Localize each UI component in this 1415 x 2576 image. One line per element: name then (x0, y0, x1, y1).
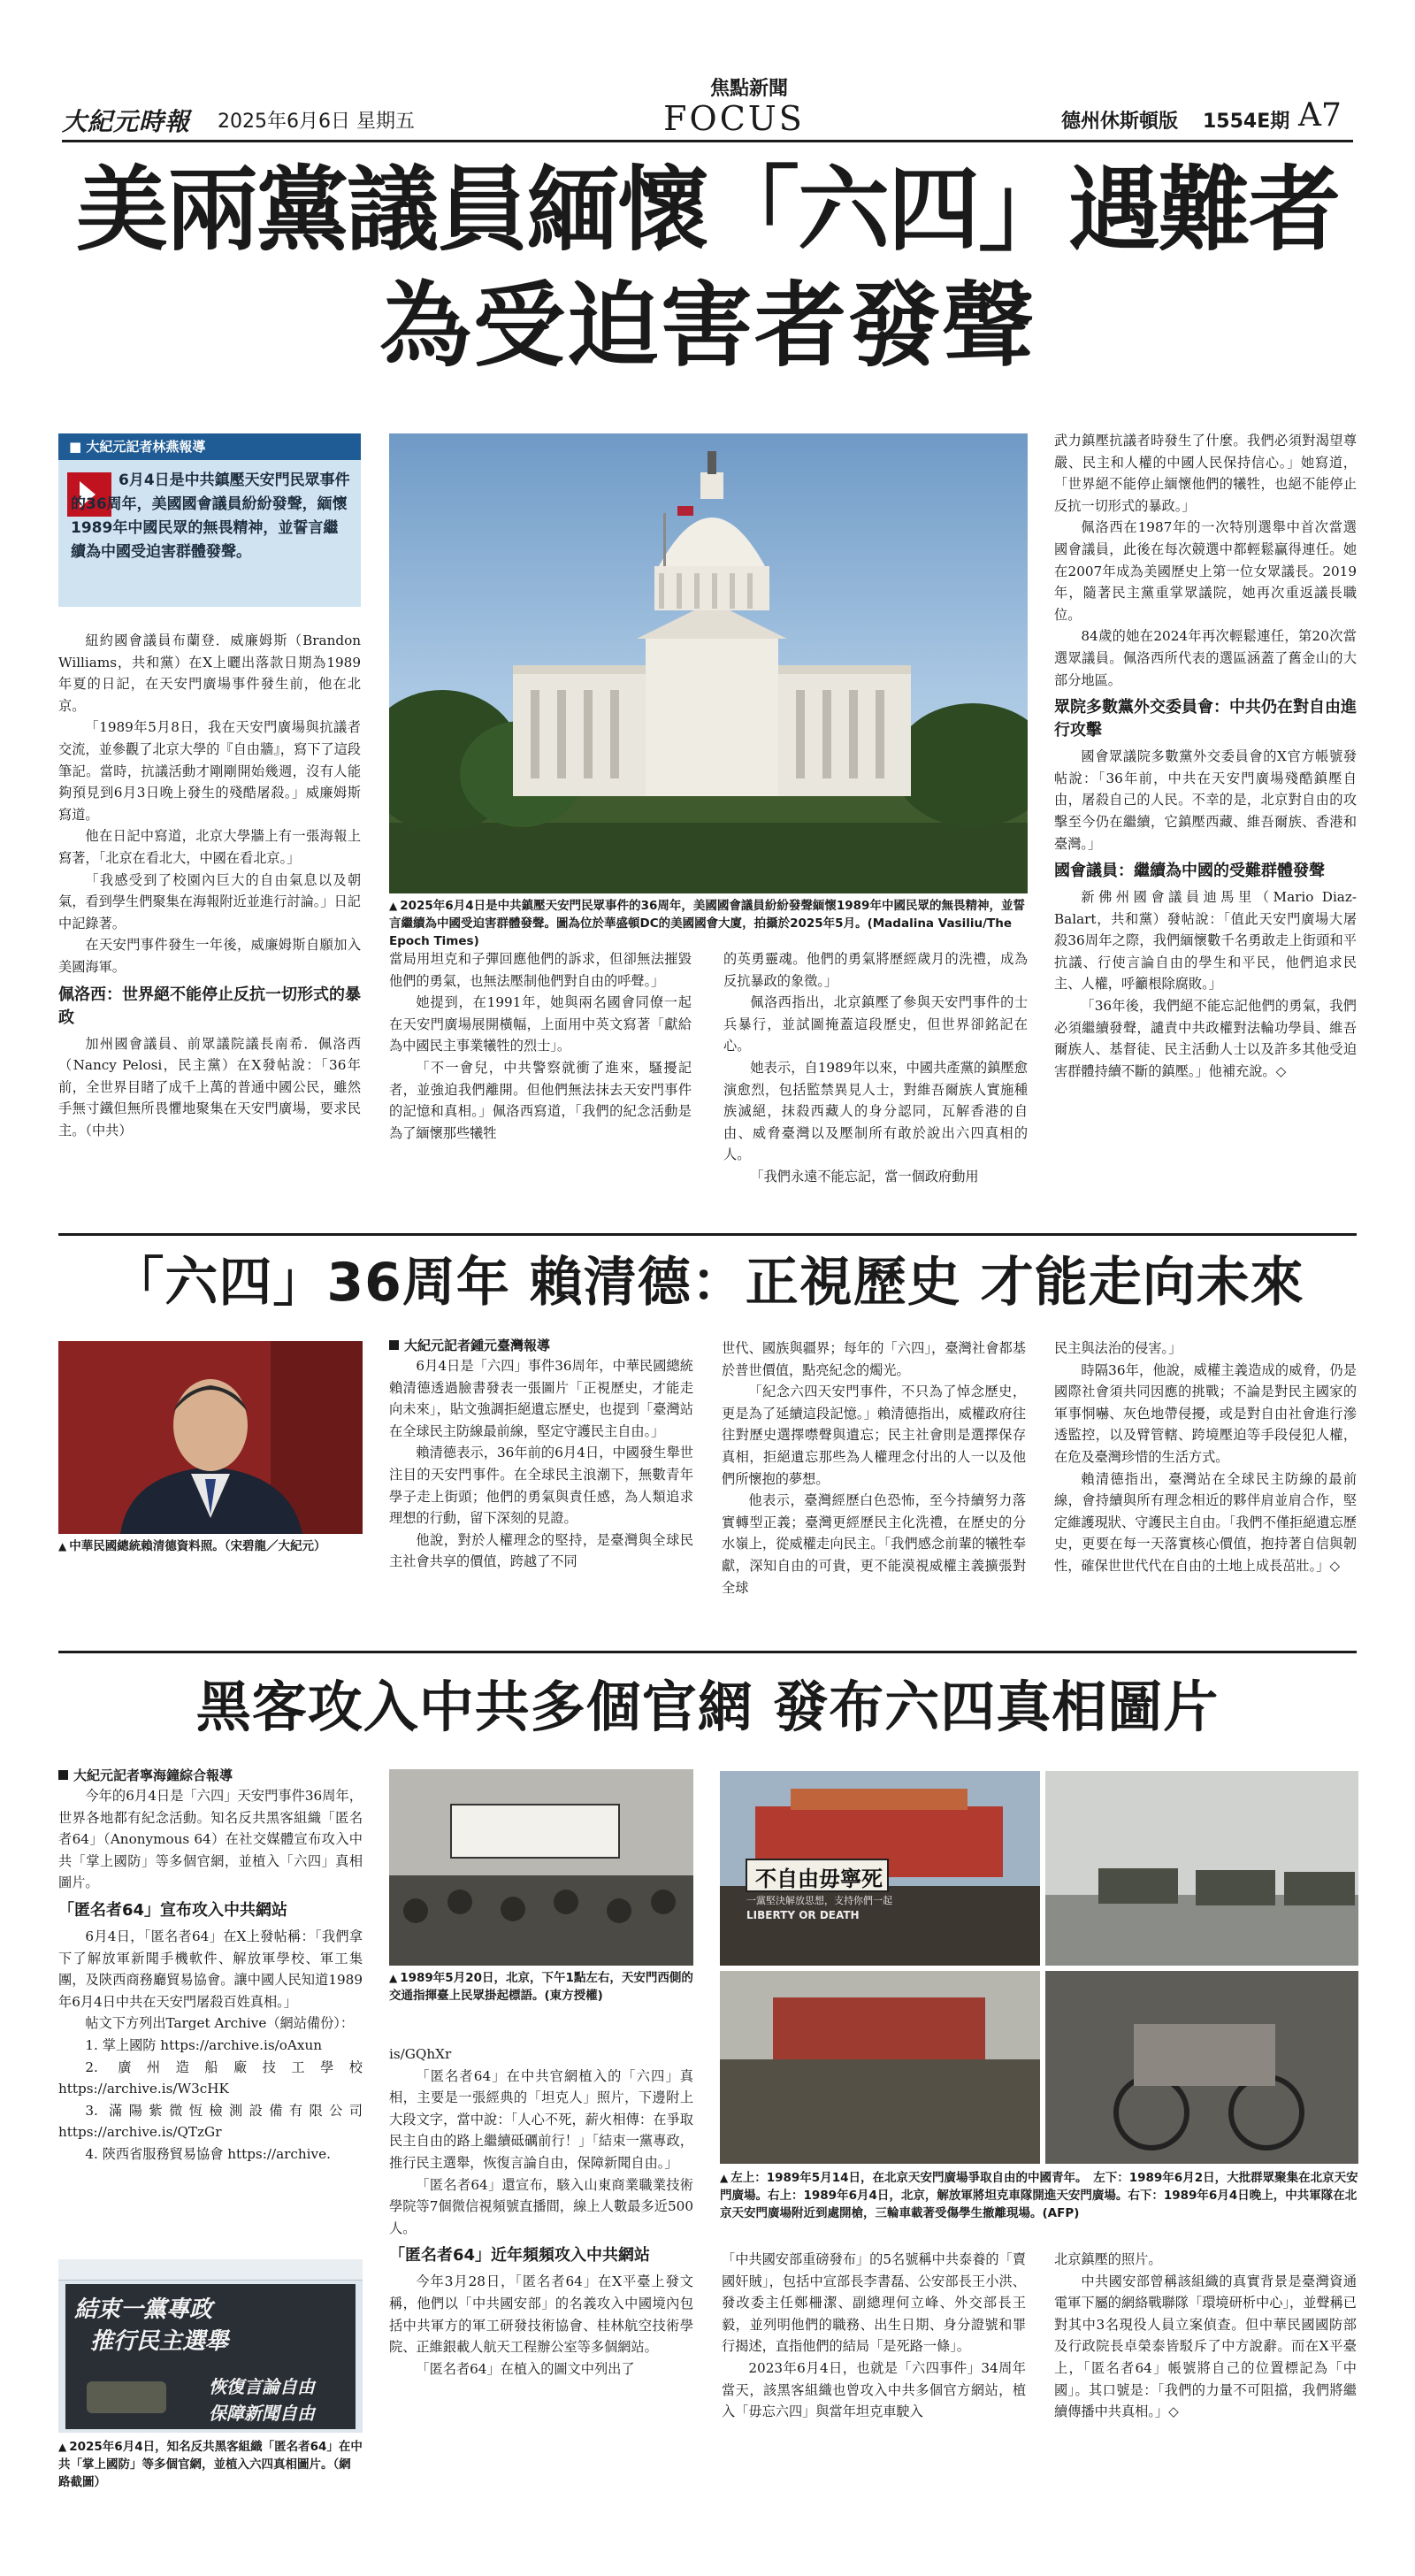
capitol-photo-caption (389, 897, 1028, 950)
screenshot-slogan-4: 保障新聞自由 (209, 2403, 315, 2424)
article3-headline: 黑客攻入中共多個官網 發布六四真相圖片 (195, 1675, 1220, 1739)
article3-col1 (58, 1766, 363, 2166)
caption-triangle-icon: ▲ (389, 900, 398, 912)
article1-headline (53, 152, 1362, 384)
paragraph: 「1989年5月8日，我在天安門廣場與抗議者交流，並參觀了北京大學的『自由牆』，寫下了這段筆記。當時，抗議活動才剛剛開始幾週，沒有人能夠預見到6月3日晚上發生的殘酷屠殺。」威廉姆斯寫道。 (58, 719, 361, 823)
article3-col3 (722, 2249, 1026, 2423)
lai-photo (58, 1341, 363, 1534)
paragraph: 84歲的她在2024年再次輕鬆連任，第20次當選眾議員。佩洛西所代表的選區涵蓋了舊金山的大部分地區。 (1054, 628, 1357, 688)
article2-byline: 大紀元記者鍾元臺灣報導 (389, 1336, 693, 1355)
caption-text: 2025年6月4日是中共鎮壓天安門民眾事件的36周年，美國國會議員紛紛發聲緬懷1989年中國民眾的無畏精神，並誓言繼續為中國受迫害群體發聲。圖為位於華盛頓DC的美國國會大廈，拍攝於2025年5月。(Madalina Vasiliu/The Epoch Times) (389, 899, 1025, 948)
paragraph: 「匿名者64」在植入的圖文中列出了 (416, 2360, 635, 2377)
paragraph: 今年3月28日，「匿名者64」在X平臺上發文稱，他們以「中共國安部」的名義攻入中國境內包括中共軍方的軍工研發技術協會、桂林航空技術學院、正維銀載人航天工程辦公室等多個網站。 (389, 2273, 693, 2356)
paragraph: 國會眾議院多數黨外交委員會的X官方帳號發帖說：「36年前，中共在天安門廣場殘酷鎮壓自由，屠殺自己的人民。不幸的是，北京對自由的攻擊至今仍在繼續，它鎮壓西藏、維吾爾族、香港和臺灣。」 (1054, 748, 1357, 852)
paragraph: 北京鎮壓的照片。 (1054, 2251, 1162, 2267)
screenshot-image (65, 2284, 356, 2429)
archive-link-2: 2. 廣州造船廠技工學校 https://archive.is/W3cHK (58, 2058, 363, 2097)
paragraph: 中共國安部曾稱該組織的真實背景是臺灣資通電軍下屬的網絡戰聯隊「環境研析中心」，並聲稱已對其中3名現役人員立案偵查。但中華民國國防部及行政院長卓榮泰皆駁斥了中方說辭。而在X平臺上，「匿名者64」帳號將自己的位置標記為「中國」。其口號是：「我們的力量不可阻擋，我們將繼續傳播中共真相。」◇ (1054, 2273, 1357, 2420)
caption-text: 1989年5月20日，北京，下午1點左右，天安門西側的交通指揮臺上民眾掛起標語。(東方授權) (389, 1971, 693, 2003)
photo-grid-caption (720, 2169, 1358, 2222)
paragraph: 加州國會議員、前眾議院議長南希．佩洛西（Nancy Pelosi，民主黨）在X發帖說：「36年前，全世界目睹了成千上萬的普通中國公民，雖然手無寸鐵但無所畏懼地聚集在天安門廣場，要求民主。（中共） (58, 1035, 361, 1138)
article2-col3 (1054, 1338, 1357, 1577)
grid-photo-bottom-right (1045, 1971, 1358, 2164)
paragraph: 賴清德表示，36年前的6月4日，中國發生舉世注目的天安門事件。在全球民主浪潮下，無數青年學子走上街頭；他們的勇氣與責任感，為人類追求理想的行動，留下深刻的見證。 (389, 1445, 693, 1527)
paragraph: 「紀念六四天安門事件，不只為了悼念歷史，更是為了延續這段記憶。」賴清德指出，威權政府往往對歷史選擇噤聲與遺忘；民主社會則是選擇保存真相，拒絕遺忘那些為人權理念付出的人一以及他們所懷抱的夢想。 (722, 1384, 1026, 1487)
byline-bar (58, 433, 361, 460)
article1-col2 (389, 948, 692, 1144)
caption-text: 中華民國總統賴清德資料照。（宋碧龍／大紀元） (69, 1539, 326, 1553)
article1-col4 (1054, 430, 1357, 1082)
paragraph: 武力鎮壓抗議者時發生了什麼。我們必須對渴望尊嚴、民主和人權的中國人民保持信心。」她寫道，「世界絕不能停止緬懷他們的犧牲，也絕不能停止反抗一切形式的暴政。」 (1054, 433, 1357, 514)
paragraph: 佩洛西在1987年的一次特別選舉中首次當選國會議員，此後在每次競選中都輕鬆贏得連任。她在2007年成為美國歷史上第一位女眾議長。2019年，隨著民主黨重掌眾議院，她再次重返議長職位。 (1054, 519, 1357, 623)
article3-col2 (389, 2043, 693, 2380)
paragraph: 在天安門事件發生一年後，威廉姆斯自願加入美國海軍。 (58, 937, 361, 975)
banner-slogan: 不自由毋寧死 (755, 1867, 883, 1891)
screenshot-slogan-3: 恢復言論自由 (209, 2376, 315, 2397)
grid-photo-top-left (720, 1771, 1040, 1966)
paragraph: 賴清德指出，臺灣站在全球民主防線的最前線，會持續與所有理念相近的夥伴肩並肩合作，堅定維護現狀、守護民主自由。「我們不僅拒絕遺忘歷史，更要在每一天落實核心價值，抱持著自信與韌性，確保世世代代在自由的土地上成長茁壯。」◇ (1054, 1470, 1357, 1574)
article3-byline: 大紀元記者寧海鐘綜合報導 (58, 1766, 363, 1785)
paragraph: 今年的6月4日是「六四」天安門事件36周年，世界各地都有紀念活動。知名反共黑客組織「匿名者64」（Anonymous 64）在社交媒體宣布攻入中共「掌上國防」等多個官網，並植入「六四」真相圖片。 (58, 1788, 363, 1891)
paragraph: 「我感受到了校園內巨大的自由氣息以及朝氣，看到學生們聚集在海報附近並進行討論。」日記中記錄著。 (58, 871, 361, 932)
paragraph: 2023年6月4日，也就是「六四事件」34周年當天，該黑客組織也曾攻入中共多個官方網站，植入「毋忘六四」與當年坦克車駛入 (722, 2359, 1026, 2420)
caption-triangle-icon: ▲ (720, 2172, 729, 2184)
subheading: 「匿名者64」近年頻頻攻入中共網站 (389, 2246, 651, 2266)
subheading: 國會議員：繼續為中國的受難群體發聲 (1054, 862, 1325, 881)
paragraph: 新佛州國會議員迪馬里（Mario Diaz-Balart，共和黨）發帖說：「值此天安門廣場大屠殺36周年之際，我們緬懷數千名勇敢走上街頭和平抗議、行使言論自由的學生和平民，他們追求民主、人權，呼籲根除腐敗。」 (1054, 889, 1357, 993)
caption-triangle-icon: ▲ (58, 1540, 67, 1552)
archive-link-3: 3. 滿陽紫微恆檢測設備有限公司 https://archive.is/QTzGr (58, 2102, 363, 2141)
paragraph: 他在日記中寫道，北京大學牆上有一張海報上寫著，「北京在看北大，中國在看北京。」 (58, 828, 361, 866)
banner-photo-caption (389, 1969, 693, 2005)
headline-line1: 美兩黨議員緬懷「六四」遇難者 (75, 155, 1339, 264)
capitol-photo (389, 433, 1028, 893)
paragraph: 帖文下方列出Target Archive（網站備份）： (85, 2015, 355, 2032)
paragraph: 他說，對於人權理念的堅持，是臺灣與全球民主社會共享的價值，跨越了不同 (389, 1531, 693, 1570)
site-header-bar (58, 2259, 363, 2281)
issue-number: 1554E期 (1203, 111, 1290, 133)
paragraph: 他表示，臺灣經歷白色恐怖，至今持續努力落實轉型正義；臺灣更經歷民主化洗禮，在歷史的分水嶺上，從威權走向民主。「我們感念前輩的犧牲奉獻，深知自由的可貴，更不能漠視威權主義擴張對全球 (722, 1492, 1026, 1596)
header-rule (62, 140, 1353, 142)
paragraph: 她提到，在1991年，她與兩名國會同僚一起在天安門廣場展開橫幅，上面用中英文寫著「獻給為中國民主事業犧牲的烈士」。 (389, 994, 692, 1054)
archive-link-1: 1. 掌上國防 https://archive.is/oAxun (85, 2036, 323, 2053)
screenshot-slogan-2: 推行民主選舉 (90, 2328, 229, 2355)
crowd-illustration (389, 1769, 693, 1966)
paragraph: 「我們永遠不能忘記，當一個政府動用 (750, 1168, 979, 1184)
screenshot-slogan-1: 結束一黨專政 (74, 2296, 213, 2323)
grid-photo-bottom-left (720, 1971, 1040, 2164)
paragraph: 佩洛西指出，北京鎮壓了參與天安門事件的士兵暴行，並試圖掩蓋這段歷史，但世界卻銘記在心。 (723, 994, 1028, 1054)
headline-line2: 為受迫害者發聲 (379, 271, 1036, 380)
article1-col3 (723, 948, 1028, 1188)
screenshot-caption (58, 2438, 363, 2491)
caption-text: 2025年6月4日，知名反共黑客組織「匿名者64」在中共「掌上國防」等多個官網，並植入六四真相圖片。（網路截圖） (58, 2440, 363, 2489)
section-cn: 焦點新聞 (709, 78, 788, 100)
paragraph: 「不一會兒，中共警察就衝了進來，騷擾記者，並強迫我們離開。但他們無法抹去天安門事件的記憶和真相。」佩洛西寫道，「我們的紀念活動是為了緬懷那些犧牲 (389, 1059, 692, 1141)
lead-box (58, 433, 361, 607)
banner-english: LIBERTY OR DEATH (746, 1909, 860, 1921)
paragraph: 民主與法治的侵害。」 (1054, 1340, 1182, 1356)
page-number: A7 (1298, 97, 1342, 134)
paragraph: 當局用坦克和子彈回應他們的訴求，但卻無法摧毀他們的勇氣，也無法壓制他們對自由的呼聲。」 (389, 951, 692, 989)
section-divider (58, 1233, 1357, 1236)
photo-grid (720, 1771, 1358, 2164)
masthead: 大紀元時報 (62, 107, 191, 136)
article1-col1 (58, 630, 361, 1141)
subheading: 「匿名者64」宣布攻入中共網站 (58, 1900, 288, 1920)
edition-name: 德州休斯頓版 (1061, 111, 1179, 133)
paragraph: is/GQhXr (389, 2046, 452, 2062)
lead-text: 6月4日是中共鎮壓天安門民眾事件的36周年，美國國會議員紛紛發聲，緬懷1989年中國民眾的無畏精神，並誓言繼續為中國受迫害群體發聲。 (71, 472, 350, 561)
banner-photo-1989 (389, 1769, 693, 1966)
paragraph: 紐約國會議員布蘭登．威廉姆斯（Brandon Williams，共和黨）在X上曬出落款日期為1989年夏的日記，在天安門廣場事件發生前，他在北京。 (58, 632, 361, 714)
paragraph: 的英勇靈魂。他們的勇氣將歷經歲月的洗禮，成為反抗暴政的象徵。」 (723, 951, 1028, 989)
paragraph: 6月4日是「六四」事件36周年，中華民國總統賴清德透過臉書發表一張圖片「正視歷史，才能走向未來」，貼文強調拒絕遺忘歷史，也提到「臺灣站在全球民主防線最前線，堅定守護民主自由。」 (389, 1358, 693, 1439)
caption-triangle-icon: ▲ (389, 1972, 398, 1984)
paragraph: 「匿名者64」在中共官網植入的「六四」真相，主要是一張經典的「坦克人」照片，下邊附上大段文字，當中說：「人心不死，薪火相傳：在爭取民主自由的路上繼續砥礪前行！」「結束一黨專政，推行民主選舉，恢復言論自由，保障新聞自由。」 (389, 2067, 693, 2171)
article3-col4 (1054, 2249, 1357, 2423)
paragraph: 世代、國族與疆界；每年的「六四」，臺灣社會都基於普世價值，點亮紀念的燭光。 (722, 1340, 1026, 1378)
article2-headline: 「六四」36周年 賴清德：正視歷史 才能走向未來 (111, 1252, 1304, 1314)
paragraph: 「36年後，我們絕不能忘記他們的勇氣，我們必須繼續發聲，譴責中共政權對法輪功學員、維吾爾族人、基督徒、民主活動人士以及許多其他受迫害群體持續不斷的鎮壓。」他補充說。◇ (1054, 998, 1357, 1079)
paragraph: 她表示，自1989年以來，中國共產黨的鎮壓愈演愈烈，包括監禁異見人士，對維吾爾族人實施種族滅絕，抹殺西藏人的身分認同，瓦解香港的自由、威脅臺灣以及壓制所有敢於說出六四真相的人。 (723, 1059, 1028, 1163)
caption-triangle-icon: ▲ (58, 2441, 67, 2453)
subheading: 眾院多數黨外交委員會：中共仍在對自由進行攻擊 (1054, 698, 1357, 740)
lai-photo-caption (58, 1537, 363, 1555)
grid-photo-top-right (1045, 1771, 1358, 1966)
paragraph: 「匿名者64」還宣布，駭入山東商業職業技術學院等7個微信視頻號直播間，線上人數最多近500人。 (389, 2176, 693, 2236)
capitol-building-illustration (389, 433, 1028, 893)
caption-text: 左上：1989年5月14日，在北京天安門廣場爭取自由的中國青年。 左下：1989年6月2日，大批群眾聚集在北京天安門廣場。右上：1989年6月4日，北京，解放軍將坦克車隊開進天安門廣場。右下：1989年6月4日晚上，中共軍隊在北京天安門廣場附近到處開槍，三輪車載著受傷學生撤離現場。(AFP) (720, 2171, 1358, 2220)
article1-byline: ■ 大紀元記者林燕報導 (69, 439, 206, 455)
article2-col1 (389, 1336, 693, 1573)
article2-col2 (722, 1338, 1026, 1598)
paragraph: 時隔36年，他說，威權主義造成的威脅，仍是國際社會須共同因應的挑戰；不論是對民主國家的軍事恫嚇、灰色地帶侵擾，或是對自由社會進行滲透監控，以及臂管轄、跨境壓迫等手段侵犯人權，在危及臺灣珍惜的生活方式。 (1054, 1361, 1357, 1465)
issue-date: 2025年6月6日 星期五 (218, 111, 415, 133)
paragraph: 「中共國安部重磅發布」的5名號稱中共泰養的「賣國奸賊」，包括中宣部長李書磊、公安部長王小洪、發改委主任鄭柵潔、副總理何立峰、外交部長王毅，並列明他們的職務、出生日期、身分證號和罪行揭述，直指他們的結局「是死路一條」。 (722, 2251, 1026, 2355)
archive-link-4: 4. 陝西省服務貿易協會 https://archive. (85, 2145, 331, 2162)
section-label (628, 78, 840, 140)
page-header (62, 78, 1353, 138)
section-divider (58, 1651, 1357, 1653)
subheading: 佩洛西：世界絕不能停止反抗一切形式的暴政 (58, 985, 361, 1027)
banner-subtitle: 一黨堅決解放思想，支持你們一起 (746, 1895, 892, 1906)
section-en: FOCUS (663, 99, 805, 138)
hacked-site-screenshot (58, 2259, 363, 2433)
paragraph: 6月4日，「匿名者64」在X上發帖稱：「我們拿下了解放軍新聞手機軟件、解放軍學校、軍工集團，及陝西商務廳貿易協會。讓中國人民知道1989年6月4日中共在天安門屠殺百姓真相。」 (58, 1928, 363, 2010)
tank-icon (87, 2381, 166, 2413)
portrait-illustration (58, 1341, 363, 1534)
